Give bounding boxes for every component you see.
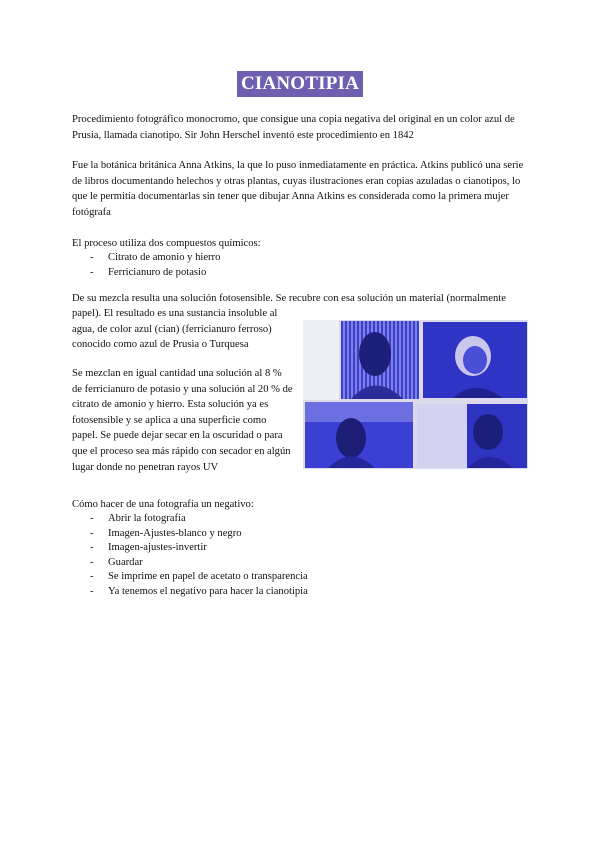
list-item: - Guardar [90, 556, 308, 571]
page-title: CIANOTIPIA [237, 71, 363, 97]
mixture-line: De su mezcla resulta una solución fotosensible. Se recubre con esa solución un material (normalmente [72, 293, 506, 304]
list-item: - Ferricianuro de potasio [90, 266, 220, 281]
list-item: - Citrato de amonio y hierro [90, 251, 220, 266]
atkins-paragraph: Fue la botánica británica Anna Atkins, la que lo puso inmediatamente en práctica. Atkins publicó una serie de libros documentando helechos y otras plantas, cuyas ilustraciones eran copias azuladas o cianotipos, lo que le permitía documentarlas sin tener que dibujar Anna Atkins es considerada como la primera mujer fotógrafa [72, 160, 524, 218]
title-container [0, 71, 600, 97]
intro-paragraph: Procedimiento fotográfico monocromo, que consigue una copia negativa del original en un color azul de Prusia, llamada cianotipo. Sir John Herschel inventó este procedimiento en 1842 [72, 114, 515, 141]
list-item: - Ya tenemos el negativo para hacer la cianotipia [90, 585, 308, 600]
list-item: - Abrir la fotografía [90, 512, 308, 527]
list-item: - Se imprime en papel de acetato o transparencia [90, 570, 308, 585]
compounds-intro: El proceso utiliza dos compuestos químicos: [72, 238, 261, 249]
mix-process-paragraph: Se mezclan en igual cantidad una solución al 8 % de ferricianuro de potasio y una solución al 20 % de citrato de amonio y hierro. Esta solución ya es fotosensible y se aplica a una superficie como papel. Se puede dejar secar en la oscuridad o para que el proceso sea más rápido con secador en algún lugar donde no penetran rayos UV [72, 368, 293, 473]
howto-intro: Cómo hacer de una fotografía un negativo: [72, 499, 254, 510]
list-item: - Imagen-Ajustes-blanco y negro [90, 527, 308, 542]
compounds-list [90, 251, 220, 280]
mixture-paragraph: papel). El resultado es una sustancia insoluble al agua, de color azul (cian) (ferricianuro ferroso) conocido como azul de Prusia o Turquesa [72, 308, 278, 351]
steps-list [90, 512, 308, 600]
list-item: - Imagen-ajustes-invertir [90, 541, 308, 556]
cyanotype-photo-collage [303, 320, 528, 469]
cyanotype-image [303, 320, 528, 469]
